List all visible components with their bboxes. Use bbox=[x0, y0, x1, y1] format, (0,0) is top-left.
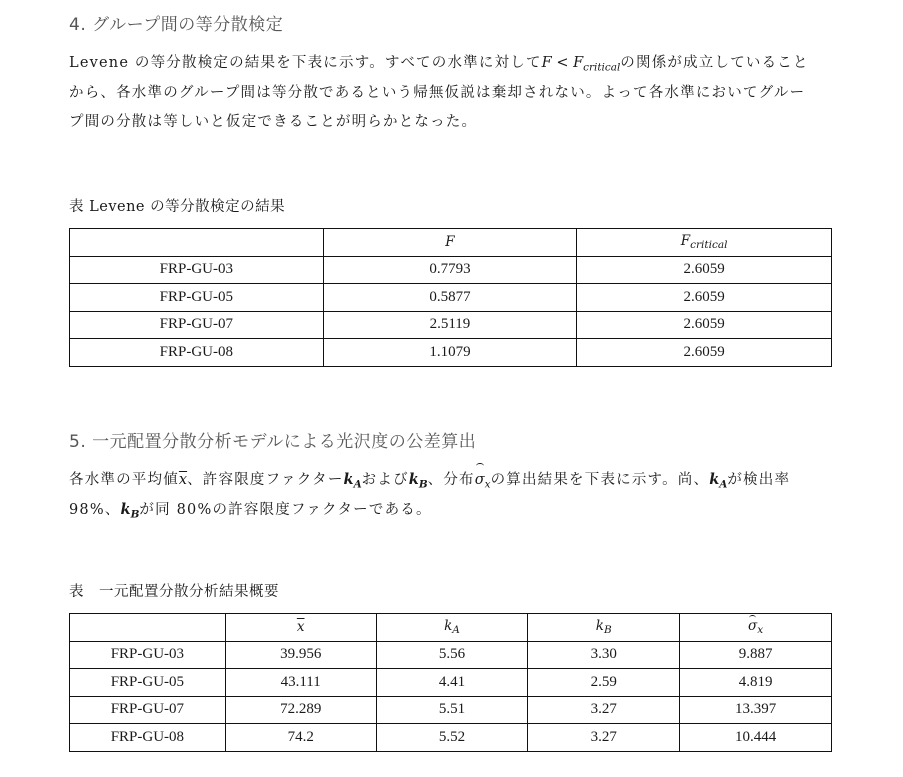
math-k: k bbox=[408, 471, 419, 488]
math-sub-b: B bbox=[418, 478, 428, 491]
levene-table-caption: 表 Levene の等分散検定の結果 bbox=[69, 199, 286, 215]
cell-group: FRP-GU-05 bbox=[70, 669, 226, 697]
table-row bbox=[70, 696, 832, 724]
cell-fcritical: 2.6059 bbox=[577, 339, 832, 367]
table-row bbox=[70, 284, 832, 312]
text-run: 、許容限度ファクター bbox=[187, 472, 344, 488]
math-kb bbox=[120, 500, 140, 521]
cell-sigma: 9.887 bbox=[680, 641, 832, 669]
cell-xbar: 43.111 bbox=[225, 669, 376, 697]
header-cell-fcritical bbox=[577, 229, 832, 257]
cell-kb: 2.59 bbox=[528, 669, 680, 697]
header-xbar-label: $\overline{x}$ bbox=[296, 619, 305, 636]
math-sub-a: A bbox=[353, 478, 362, 491]
table-row bbox=[70, 669, 832, 697]
header-sigma-label: σ bbox=[748, 618, 758, 635]
header-fcrit-label: F bbox=[680, 233, 691, 250]
header-sub-b: B bbox=[603, 624, 612, 637]
cell-kb: 3.27 bbox=[528, 724, 680, 752]
math-lt: < bbox=[551, 55, 574, 71]
cell-kb: 3.27 bbox=[528, 696, 680, 724]
header-cell-group bbox=[70, 614, 226, 642]
text-run: 各水準の平均値 bbox=[69, 472, 179, 488]
anova-table-caption: 表 一元配置分散分析結果概要 bbox=[69, 584, 279, 600]
table-row bbox=[70, 724, 832, 752]
section-5-paragraph bbox=[69, 465, 839, 524]
header-cell-f bbox=[323, 229, 577, 257]
header-cell-kb bbox=[528, 614, 680, 642]
math-ka bbox=[343, 471, 362, 491]
cell-xbar: 74.2 bbox=[225, 724, 376, 752]
header-cell-group bbox=[70, 229, 324, 257]
math-fcrit: F bbox=[573, 55, 584, 71]
cell-f: 1.1079 bbox=[323, 339, 577, 367]
math-k: k bbox=[120, 500, 131, 518]
text-run: の算出結果を下表に示す。尚、 bbox=[490, 472, 710, 488]
text-run: および bbox=[361, 472, 409, 488]
cell-ka: 5.56 bbox=[376, 641, 528, 669]
paragraph-line bbox=[69, 465, 839, 495]
table-header-row bbox=[70, 614, 832, 642]
table-row bbox=[70, 256, 832, 284]
cell-ka: 4.41 bbox=[376, 669, 528, 697]
cell-group: FRP-GU-08 bbox=[70, 724, 226, 752]
cell-xbar: 72.289 bbox=[225, 696, 376, 724]
header-cell-sigma bbox=[680, 614, 832, 642]
text-run: 、分布 bbox=[427, 472, 475, 488]
math-inequality bbox=[541, 55, 621, 74]
math-sigma-hat bbox=[474, 472, 491, 491]
math-sigma: σ bbox=[475, 466, 485, 496]
cell-sigma: 13.397 bbox=[680, 696, 832, 724]
text-run: が検出率 bbox=[727, 472, 791, 488]
section-4-paragraph bbox=[69, 49, 839, 138]
cell-sigma: 4.819 bbox=[680, 669, 832, 697]
cell-f: 2.5119 bbox=[323, 311, 577, 339]
text-run: の関係が成立していること bbox=[620, 55, 809, 71]
section-5-heading: 5. 一元配置分散分析モデルによる光沢度の公差算出 bbox=[69, 432, 477, 452]
cell-group: FRP-GU-03 bbox=[70, 256, 324, 284]
cell-group: FRP-GU-07 bbox=[70, 311, 324, 339]
math-f: F bbox=[541, 55, 552, 71]
math-sub-b: B bbox=[130, 508, 140, 521]
cell-group: FRP-GU-05 bbox=[70, 284, 324, 312]
cell-fcritical: 2.6059 bbox=[577, 311, 832, 339]
text-run: 98%、 bbox=[69, 501, 121, 518]
paragraph-line: から、各水準のグループ間は等分散であるという帰無仮説は棄却されない。よって各水準においてグルー bbox=[69, 84, 806, 101]
math-ka bbox=[709, 471, 728, 491]
cell-f: 0.5877 bbox=[323, 284, 577, 312]
table-row bbox=[70, 311, 832, 339]
math-sigma-sub: x bbox=[484, 478, 491, 491]
levene-table bbox=[69, 228, 832, 367]
cell-group: FRP-GU-07 bbox=[70, 696, 226, 724]
header-f-label: F bbox=[445, 234, 455, 251]
table-header-row bbox=[70, 229, 832, 257]
paragraph-line bbox=[69, 49, 839, 79]
math-sub-a: A bbox=[719, 478, 728, 491]
anova-table bbox=[69, 613, 832, 752]
cell-fcritical: 2.6059 bbox=[577, 284, 832, 312]
header-fcrit-sub: critical bbox=[690, 239, 728, 252]
header-cell-xbar bbox=[225, 614, 376, 642]
cell-fcritical: 2.6059 bbox=[577, 256, 832, 284]
math-kb bbox=[408, 471, 428, 491]
math-k: k bbox=[709, 471, 720, 488]
header-sub-a: A bbox=[452, 624, 460, 637]
text-run: が同 80%の許容限度ファクターである。 bbox=[139, 501, 432, 518]
header-k-label: k bbox=[595, 618, 604, 635]
paragraph-line bbox=[69, 495, 839, 525]
cell-ka: 5.52 bbox=[376, 724, 528, 752]
section-4-heading: 4. グループ間の等分散検定 bbox=[69, 15, 284, 35]
math-xbar: $\overline{x}$ bbox=[178, 472, 188, 488]
text-run: Levene の等分散検定の結果を下表に示す。すべての水準に対して bbox=[69, 55, 542, 71]
header-cell-ka bbox=[376, 614, 528, 642]
math-fcrit-sub: critical bbox=[583, 61, 621, 74]
cell-kb: 3.30 bbox=[528, 641, 680, 669]
cell-f: 0.7793 bbox=[323, 256, 577, 284]
cell-group: FRP-GU-03 bbox=[70, 641, 226, 669]
cell-ka: 5.51 bbox=[376, 696, 528, 724]
paragraph-line: プ間の分散は等しいと仮定できることが明らかとなった。 bbox=[69, 114, 478, 130]
cell-group: FRP-GU-08 bbox=[70, 339, 324, 367]
math-k: k bbox=[343, 471, 354, 488]
header-k-label: k bbox=[444, 618, 453, 635]
cell-xbar: 39.956 bbox=[225, 641, 376, 669]
cell-sigma: 10.444 bbox=[680, 724, 832, 752]
header-sigma-sub: x bbox=[757, 624, 764, 637]
table-row bbox=[70, 641, 832, 669]
table-row bbox=[70, 339, 832, 367]
